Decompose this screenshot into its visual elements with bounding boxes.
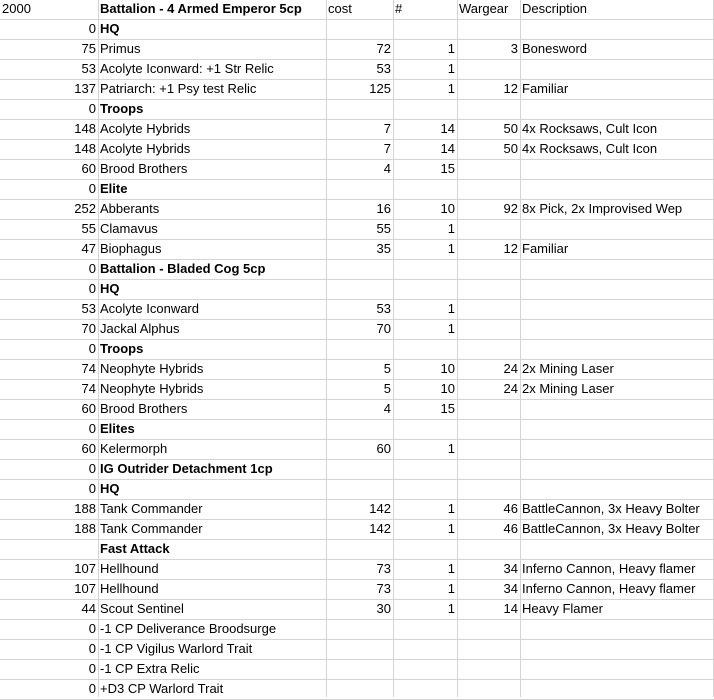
total-cell[interactable]: 53 xyxy=(81,61,96,76)
unit-cell[interactable]: Elites xyxy=(100,421,135,436)
header-cell-description[interactable]: Description xyxy=(522,1,588,16)
cost-cell[interactable] xyxy=(326,620,393,640)
table-row xyxy=(0,20,714,40)
table-row xyxy=(0,460,714,480)
header-cell-cost[interactable]: cost xyxy=(328,1,352,16)
unit-cell[interactable]: Brood Brothers xyxy=(100,401,188,416)
count-cell[interactable] xyxy=(393,180,457,200)
unit-cell[interactable]: HQ xyxy=(100,281,120,296)
total-cell[interactable]: 70 xyxy=(81,321,96,336)
description-cell[interactable]: BattleCannon, 3x Heavy Bolter xyxy=(522,521,700,536)
total-cell[interactable] xyxy=(0,540,98,560)
unit-cell[interactable]: HQ xyxy=(100,21,120,36)
unit-cell[interactable]: Biophagus xyxy=(100,241,162,256)
wargear-cell[interactable]: 24 xyxy=(503,361,518,376)
wargear-cell[interactable] xyxy=(457,320,520,340)
table-row xyxy=(0,360,714,380)
count-cell[interactable] xyxy=(393,680,457,700)
cost-cell[interactable] xyxy=(326,460,393,480)
table-row xyxy=(0,640,714,660)
description-cell[interactable] xyxy=(520,100,714,120)
cost-cell[interactable]: 4 xyxy=(383,401,391,416)
cost-cell[interactable]: 142 xyxy=(369,521,391,536)
wargear-cell[interactable]: 34 xyxy=(503,561,518,576)
count-cell[interactable]: 14 xyxy=(440,121,455,136)
total-cell[interactable]: 148 xyxy=(74,121,96,136)
count-cell[interactable] xyxy=(393,340,457,360)
count-cell[interactable] xyxy=(393,420,457,440)
wargear-cell[interactable]: 46 xyxy=(503,501,518,516)
total-cell[interactable]: 188 xyxy=(74,521,96,536)
description-cell[interactable] xyxy=(520,400,714,420)
unit-cell[interactable]: Acolyte Iconward xyxy=(100,301,199,316)
total-cell[interactable]: 0 xyxy=(88,681,96,696)
total-cell[interactable]: 252 xyxy=(74,201,96,216)
unit-cell[interactable]: Neophyte Hybrids xyxy=(100,361,204,376)
description-cell[interactable]: Inferno Cannon, Heavy flamer xyxy=(522,581,696,596)
wargear-cell[interactable] xyxy=(457,680,520,700)
description-cell[interactable]: 4x Rocksaws, Cult Icon xyxy=(522,141,658,156)
description-cell[interactable] xyxy=(520,300,714,320)
total-cell[interactable]: 148 xyxy=(74,141,96,156)
description-cell[interactable]: Inferno Cannon, Heavy flamer xyxy=(522,561,696,576)
cost-cell[interactable] xyxy=(326,280,393,300)
total-cell[interactable]: 74 xyxy=(81,361,96,376)
cost-cell[interactable] xyxy=(326,540,393,560)
header-cell-total[interactable]: 2000 xyxy=(2,1,31,16)
table-row xyxy=(0,320,714,340)
count-cell[interactable]: 15 xyxy=(440,401,455,416)
total-cell[interactable]: 55 xyxy=(81,221,96,236)
table-row xyxy=(0,540,714,560)
table-row xyxy=(0,660,714,680)
unit-cell[interactable]: Kelermorph xyxy=(100,441,168,456)
wargear-cell[interactable]: 12 xyxy=(503,81,518,96)
cost-cell[interactable]: 60 xyxy=(376,441,391,456)
wargear-cell[interactable]: 46 xyxy=(503,521,518,536)
description-cell[interactable] xyxy=(520,620,714,640)
unit-cell[interactable]: Tank Commander xyxy=(100,521,203,536)
table-row xyxy=(0,40,714,60)
cost-cell[interactable] xyxy=(326,660,393,680)
table-row xyxy=(0,280,714,300)
unit-cell[interactable]: HQ xyxy=(100,481,120,496)
total-cell[interactable]: 74 xyxy=(81,381,96,396)
count-cell[interactable] xyxy=(393,260,457,280)
count-cell[interactable]: 1 xyxy=(447,61,455,76)
cost-cell[interactable] xyxy=(326,100,393,120)
total-cell[interactable]: 0 xyxy=(88,341,96,356)
description-cell[interactable]: 2x Mining Laser xyxy=(522,361,614,376)
total-cell[interactable]: 188 xyxy=(74,501,96,516)
header-cell-count[interactable]: # xyxy=(395,1,403,16)
description-cell[interactable]: 8x Pick, 2x Improvised Wep xyxy=(522,201,683,216)
table-row xyxy=(0,520,714,540)
wargear-cell[interactable] xyxy=(457,660,520,680)
description-cell[interactable] xyxy=(520,460,714,480)
total-cell[interactable]: 44 xyxy=(81,601,96,616)
wargear-cell[interactable]: 14 xyxy=(503,601,518,616)
unit-cell[interactable]: +D3 CP Warlord Trait xyxy=(100,681,224,696)
unit-cell[interactable]: Hellhound xyxy=(100,561,159,576)
unit-cell[interactable]: Jackal Alphus xyxy=(100,321,180,336)
count-cell[interactable] xyxy=(393,280,457,300)
wargear-cell[interactable] xyxy=(457,60,520,80)
unit-cell[interactable]: Acolyte Iconward: +1 Str Relic xyxy=(100,61,274,76)
wargear-cell[interactable] xyxy=(457,340,520,360)
table-row xyxy=(0,80,714,100)
count-cell[interactable] xyxy=(393,540,457,560)
wargear-cell[interactable] xyxy=(457,460,520,480)
table-row xyxy=(0,160,714,180)
unit-cell[interactable]: Troops xyxy=(100,341,144,356)
cost-cell[interactable]: 73 xyxy=(376,561,391,576)
description-cell[interactable] xyxy=(520,180,714,200)
description-cell[interactable] xyxy=(520,220,714,240)
description-cell[interactable]: Familiar xyxy=(522,81,569,96)
total-cell[interactable]: 60 xyxy=(81,401,96,416)
cost-cell[interactable]: 16 xyxy=(376,201,391,216)
table-row xyxy=(0,480,714,500)
unit-cell[interactable]: Tank Commander xyxy=(100,501,203,516)
table-row xyxy=(0,440,714,460)
unit-cell[interactable]: Troops xyxy=(100,101,144,116)
table-row xyxy=(0,300,714,320)
cost-cell[interactable]: 5 xyxy=(383,381,391,396)
wargear-cell[interactable] xyxy=(457,20,520,40)
header-cell-wargear[interactable]: Wargear xyxy=(459,1,509,16)
count-cell[interactable]: 1 xyxy=(447,81,455,96)
unit-cell[interactable]: Primus xyxy=(100,41,141,56)
cost-cell[interactable] xyxy=(326,340,393,360)
count-cell[interactable]: 1 xyxy=(447,601,455,616)
count-cell[interactable]: 1 xyxy=(447,501,455,516)
count-cell[interactable]: 14 xyxy=(440,141,455,156)
header-row xyxy=(0,0,714,20)
count-cell[interactable]: 1 xyxy=(447,241,455,256)
count-cell[interactable]: 10 xyxy=(440,381,455,396)
cost-cell[interactable]: 53 xyxy=(376,301,391,316)
cost-cell[interactable]: 70 xyxy=(376,321,391,336)
wargear-cell[interactable]: 50 xyxy=(503,121,518,136)
unit-cell[interactable]: -1 CP Extra Relic xyxy=(100,661,200,676)
description-cell[interactable]: Bonesword xyxy=(522,41,588,56)
total-cell[interactable]: 0 xyxy=(88,641,96,656)
total-cell[interactable]: 0 xyxy=(88,261,96,276)
header-cell-unit[interactable]: Battalion - 4 Armed Emperor 5cp xyxy=(100,1,302,16)
count-cell[interactable]: 1 xyxy=(447,561,455,576)
total-cell[interactable]: 0 xyxy=(88,461,96,476)
description-cell[interactable] xyxy=(520,660,714,680)
description-cell[interactable] xyxy=(520,160,714,180)
count-cell[interactable]: 1 xyxy=(447,581,455,596)
total-cell[interactable]: 0 xyxy=(88,181,96,196)
cost-cell[interactable] xyxy=(326,480,393,500)
table-row xyxy=(0,100,714,120)
wargear-cell[interactable] xyxy=(457,220,520,240)
cost-cell[interactable]: 72 xyxy=(376,41,391,56)
description-cell[interactable] xyxy=(520,420,714,440)
unit-cell[interactable]: Elite xyxy=(100,181,128,196)
cost-cell[interactable]: 35 xyxy=(376,241,391,256)
cost-cell[interactable] xyxy=(326,680,393,700)
wargear-cell[interactable]: 92 xyxy=(503,201,518,216)
table-row xyxy=(0,420,714,440)
cost-cell[interactable] xyxy=(326,420,393,440)
description-cell[interactable] xyxy=(520,60,714,80)
count-cell[interactable]: 1 xyxy=(447,521,455,536)
count-cell[interactable]: 1 xyxy=(447,321,455,336)
table-row xyxy=(0,580,714,600)
wargear-cell[interactable] xyxy=(457,400,520,420)
count-cell[interactable] xyxy=(393,480,457,500)
wargear-cell[interactable] xyxy=(457,260,520,280)
wargear-cell[interactable]: 24 xyxy=(503,381,518,396)
wargear-cell[interactable] xyxy=(457,480,520,500)
unit-cell[interactable]: Clamavus xyxy=(100,221,158,236)
description-cell[interactable] xyxy=(520,340,714,360)
unit-cell[interactable]: Brood Brothers xyxy=(100,161,188,176)
count-cell[interactable] xyxy=(393,660,457,680)
count-cell[interactable]: 10 xyxy=(440,201,455,216)
cost-cell[interactable]: 73 xyxy=(376,581,391,596)
total-cell[interactable]: 75 xyxy=(81,41,96,56)
table-row xyxy=(0,340,714,360)
table-row xyxy=(0,200,714,220)
cost-cell[interactable]: 5 xyxy=(383,361,391,376)
table-row xyxy=(0,120,714,140)
count-cell[interactable] xyxy=(393,620,457,640)
count-cell[interactable] xyxy=(393,100,457,120)
count-cell[interactable]: 1 xyxy=(447,301,455,316)
cost-cell[interactable]: 7 xyxy=(383,141,391,156)
wargear-cell[interactable] xyxy=(457,440,520,460)
total-cell[interactable]: 107 xyxy=(74,561,96,576)
count-cell[interactable]: 1 xyxy=(447,41,455,56)
cost-cell[interactable] xyxy=(326,260,393,280)
total-cell[interactable]: 60 xyxy=(81,441,96,456)
wargear-cell[interactable] xyxy=(457,160,520,180)
total-cell[interactable]: 0 xyxy=(88,281,96,296)
total-cell[interactable]: 60 xyxy=(81,161,96,176)
unit-cell[interactable]: -1 CP Vigilus Warlord Trait xyxy=(100,641,253,656)
unit-cell[interactable]: IG Outrider Detachment 1cp xyxy=(100,461,273,476)
table-row xyxy=(0,620,714,640)
table-row xyxy=(0,380,714,400)
unit-cell[interactable]: Acolyte Hybrids xyxy=(100,141,191,156)
description-cell[interactable] xyxy=(520,20,714,40)
table-row xyxy=(0,400,714,420)
wargear-cell[interactable] xyxy=(457,640,520,660)
table-row xyxy=(0,240,714,260)
cost-cell[interactable] xyxy=(326,640,393,660)
wargear-cell[interactable] xyxy=(457,180,520,200)
count-cell[interactable] xyxy=(393,640,457,660)
table-row xyxy=(0,600,714,620)
unit-cell[interactable]: Hellhound xyxy=(100,581,159,596)
unit-cell[interactable]: -1 CP Deliverance Broodsurge xyxy=(100,621,277,636)
total-cell[interactable]: 0 xyxy=(88,661,96,676)
description-cell[interactable] xyxy=(520,480,714,500)
table-row xyxy=(0,680,714,700)
unit-cell[interactable]: Fast Attack xyxy=(100,541,170,556)
table-row xyxy=(0,180,714,200)
description-cell[interactable] xyxy=(520,440,714,460)
total-cell[interactable]: 47 xyxy=(81,241,96,256)
table-row xyxy=(0,260,714,280)
cost-cell[interactable]: 125 xyxy=(369,81,391,96)
table-row xyxy=(0,500,714,520)
unit-cell[interactable]: Neophyte Hybrids xyxy=(100,381,204,396)
cost-cell[interactable]: 55 xyxy=(376,221,391,236)
total-cell[interactable]: 53 xyxy=(81,301,96,316)
description-cell[interactable]: 4x Rocksaws, Cult Icon xyxy=(522,121,658,136)
table-row xyxy=(0,140,714,160)
total-cell[interactable]: 137 xyxy=(74,81,96,96)
description-cell[interactable]: BattleCannon, 3x Heavy Bolter xyxy=(522,501,700,516)
wargear-cell[interactable] xyxy=(457,100,520,120)
unit-cell[interactable]: Acolyte Hybrids xyxy=(100,121,191,136)
cost-cell[interactable] xyxy=(326,180,393,200)
total-cell[interactable]: 0 xyxy=(88,421,96,436)
table-row xyxy=(0,60,714,80)
count-cell[interactable]: 1 xyxy=(447,441,455,456)
description-cell[interactable] xyxy=(520,680,714,700)
wargear-cell[interactable]: 50 xyxy=(503,141,518,156)
wargear-cell[interactable] xyxy=(457,420,520,440)
count-cell[interactable]: 15 xyxy=(440,161,455,176)
total-cell[interactable]: 0 xyxy=(88,101,96,116)
description-cell[interactable] xyxy=(520,260,714,280)
wargear-cell[interactable] xyxy=(457,300,520,320)
description-cell[interactable] xyxy=(520,320,714,340)
count-cell[interactable] xyxy=(393,20,457,40)
wargear-cell[interactable] xyxy=(457,620,520,640)
total-cell[interactable]: 0 xyxy=(88,621,96,636)
description-cell[interactable] xyxy=(520,540,714,560)
wargear-cell[interactable] xyxy=(457,540,520,560)
description-cell[interactable]: Familiar xyxy=(522,241,569,256)
unit-cell[interactable]: Abberants xyxy=(100,201,160,216)
total-cell[interactable]: 0 xyxy=(88,481,96,496)
total-cell[interactable]: 107 xyxy=(74,581,96,596)
wargear-cell[interactable] xyxy=(457,280,520,300)
description-cell[interactable]: 2x Mining Laser xyxy=(522,381,614,396)
description-cell[interactable]: Heavy Flamer xyxy=(522,601,603,616)
unit-cell[interactable]: Patriarch: +1 Psy test Relic xyxy=(100,81,257,96)
cost-cell[interactable]: 4 xyxy=(383,161,391,176)
unit-cell[interactable]: Battalion - Bladed Cog 5cp xyxy=(100,261,266,276)
description-cell[interactable] xyxy=(520,280,714,300)
wargear-cell[interactable]: 34 xyxy=(503,581,518,596)
cost-cell[interactable]: 142 xyxy=(369,501,391,516)
unit-cell[interactable]: Scout Sentinel xyxy=(100,601,184,616)
wargear-cell[interactable]: 3 xyxy=(510,41,518,56)
count-cell[interactable] xyxy=(393,460,457,480)
table-row xyxy=(0,220,714,240)
count-cell[interactable]: 1 xyxy=(447,221,455,236)
total-cell[interactable]: 0 xyxy=(88,21,96,36)
cost-cell[interactable]: 30 xyxy=(376,601,391,616)
wargear-cell[interactable]: 12 xyxy=(503,241,518,256)
cost-cell[interactable] xyxy=(326,20,393,40)
count-cell[interactable]: 10 xyxy=(440,361,455,376)
cost-cell[interactable]: 53 xyxy=(376,61,391,76)
table-row xyxy=(0,560,714,580)
description-cell[interactable] xyxy=(520,640,714,660)
cost-cell[interactable]: 7 xyxy=(383,121,391,136)
